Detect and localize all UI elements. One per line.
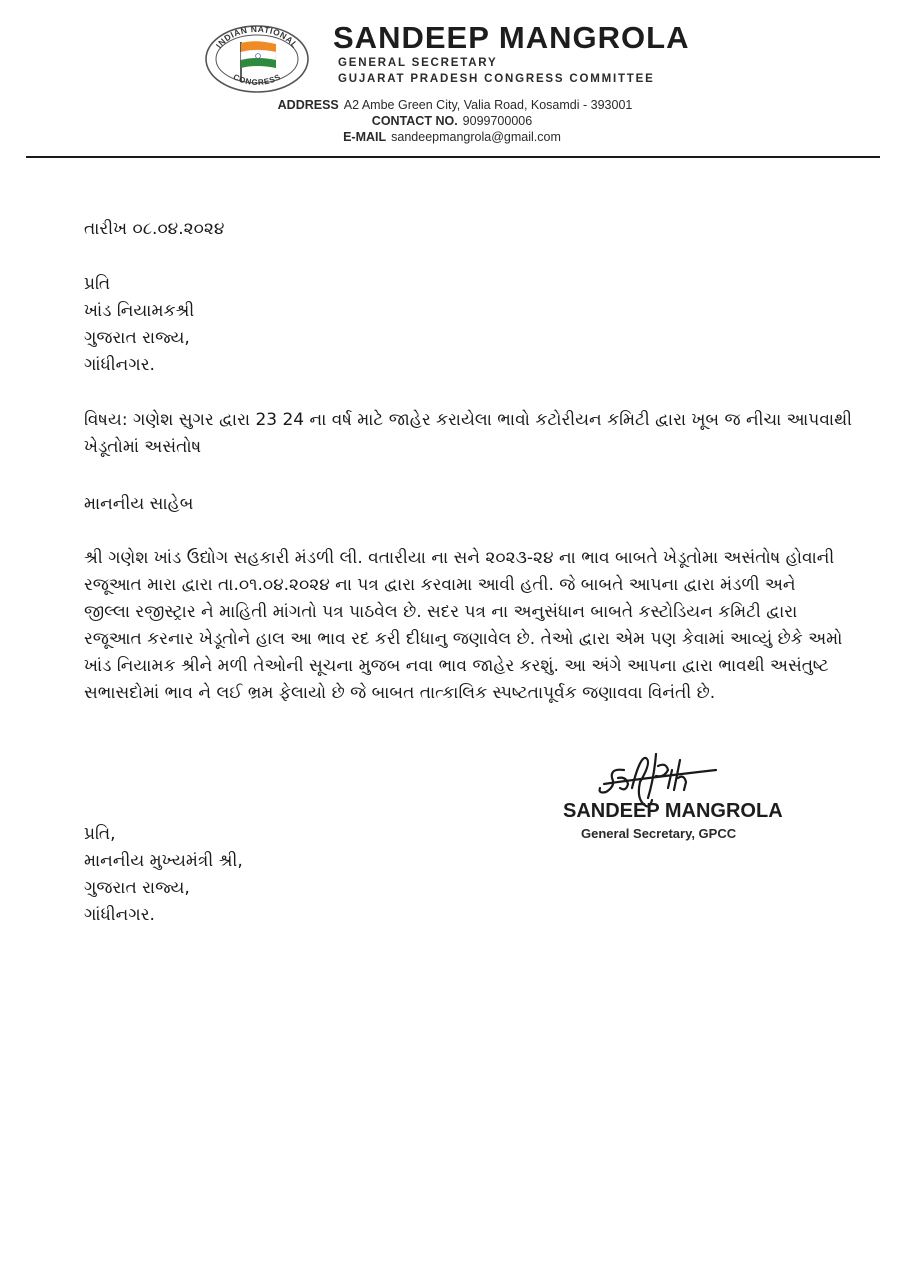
letterhead-name: SANDEEP MANGROLA [333, 20, 690, 55]
copy-to-line: માનનીય મુખ્યમંત્રી શ્રી, [84, 851, 243, 871]
letter-body [84, 545, 864, 707]
signatory-title: General Secretary, GPCC [581, 826, 737, 841]
contact-label: CONTACT NO. [371, 114, 458, 128]
congress-logo [204, 22, 310, 94]
logo-top-text: INDIAN NATIONAL [213, 23, 301, 51]
recipient-line: પ્રતિ [84, 274, 111, 294]
body-line: સભાસદોમાં ભાવ ને લઈ ભ્રમ ફેલાયો છે જે બાબત તાત્કાલિક સ્પષ્ટતાપૂર્વક જણાવવા વિનંતી છે. [84, 683, 716, 703]
subject [84, 407, 864, 461]
recipient-line: ગુજરાત રાજ્ય, [84, 328, 190, 348]
address-value: A2 Ambe Green City, Valia Road, Kosamdi - 393001 [343, 98, 633, 112]
letter-date: તારીખ ૦૮.૦૪.૨૦૨૪ [84, 219, 225, 239]
email-value: sandeepmangrola@gmail.com [391, 130, 561, 144]
body-line: શ્રી ગણેશ ખાંડ ઉદ્યોગ સહકારી મંડળી લી. વતારીયા ના સને ૨૦૨૩-૨૪ ના ભાવ બાબતે ખેડૂતોમા અસંતોષ હોવાની [84, 548, 835, 568]
salutation: માનનીય સાહેબ [84, 494, 194, 514]
header-divider [26, 156, 880, 158]
address-line [0, 98, 904, 112]
letterhead-designation: GENERAL SECRETARY [338, 57, 498, 69]
contact-line [0, 114, 904, 128]
copy-to-line: ગાંધીનગર. [84, 905, 155, 925]
email-label: E-MAIL [343, 130, 387, 144]
body-line: જીલ્લા રજીસ્ટ્રાર ને માહિતી માંગતો પત્ર પાઠવેલ છે. સદર પત્ર ના અનુસંધાન બાબતે કસ્ટોડિયન કમિટી દ્વારા [84, 602, 798, 622]
body-line: ખાંડ નિયામક શ્રીને મળી તેઓની સૂચના મુજબ નવા ભાવ જાહેર કરશું. આ અંગે આપના દ્વારા ભાવથી અસંતુષ્ટ [84, 656, 829, 676]
letterhead-organization: GUJARAT PRADESH CONGRESS COMMITTEE [338, 73, 655, 85]
svg-text:CONGRESS [232, 72, 283, 87]
body-line: રજૂઆત કરનાર ખેડૂતોને હાલ આ ભાવ રદ કરી દીધાનુ જણાવેલ છે. તેઓ દ્વારા એમ પણ કેવામાં આવ્યું છેકે અમો [84, 629, 843, 649]
body-line: રજૂઆત મારા દ્વારા તા.૦૧.૦૪.૨૦૨૪ ના પત્ર દ્વારા કરવામા આવી હતી. જે બાબતે આપના દ્વારા મંડળી અને [84, 575, 796, 595]
subject-line: વિષય: ગણેશ સુગર દ્વારા 23 24 ના વર્ષ માટે જાહેર કરાયેલા ભાવો કટોરીયન કમિટી દ્વારા ખૂબ જ નીચા આપવાથી [84, 410, 852, 430]
signatory-name: SANDEEP MANGROLA [563, 800, 783, 822]
copy-to-line: પ્રતિ, [84, 824, 116, 844]
copy-to-line: ગુજરાત રાજ્ય, [84, 878, 190, 898]
email-line [0, 130, 904, 144]
recipient-line: ગાંધીનગર. [84, 355, 155, 375]
contact-value: 9099700006 [462, 114, 533, 128]
subject-line: ખેડૂતોમાં અસંતોષ [84, 437, 202, 457]
address-label: ADDRESS [277, 98, 339, 112]
recipient-line: ખાંડ નિયામકશ્રી [84, 301, 195, 321]
logo-bottom-text: CONGRESS [231, 72, 283, 88]
